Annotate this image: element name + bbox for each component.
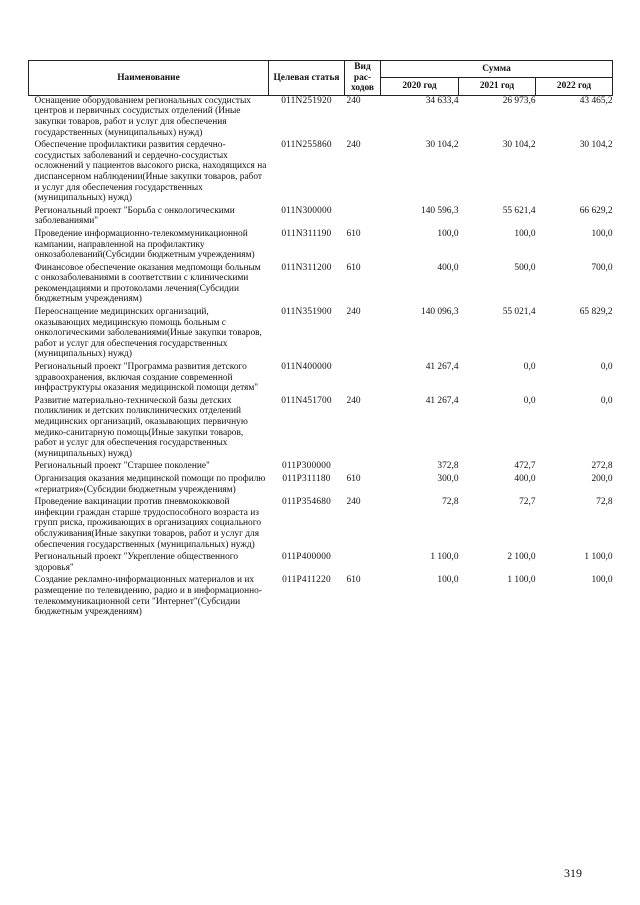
row-sum-2020: 34 633,4	[425, 95, 459, 106]
header-year-2020: 2020 год	[381, 78, 459, 95]
table-row	[29, 461, 613, 474]
row-name: Развитие материально-технической базы детских поликлиник и детских поликлинических отделений медицинских организаций, оказывающих первичную медико-санитарную помощь(Иные закупки товаров, работ и услуг для обеспечения государственных (муниципальных) нужд)	[34, 395, 248, 459]
table-row	[29, 95, 613, 140]
row-sum-2022: 65 829,2	[579, 307, 613, 318]
row-expense-type	[345, 552, 381, 575]
row-code: 011N351900	[281, 307, 332, 318]
row-sum-2022: 1 100,0	[584, 552, 613, 563]
table-row	[29, 263, 613, 307]
row-sum-2022: 100,0	[591, 228, 613, 239]
row-name: Переоснащение медицинских организаций, оказывающих медицинскую помощь больным с онкологическими заболеваниями(Иные закупки товаров, работ и услуг для обеспечения государственных (муниципальных) нужд)	[34, 307, 262, 360]
row-name: Обеспечение профилактики развития сердечно-сосудистых заболеваний и сердечно-сосудистых осложнений у пациентов высокого риска, находящихся на диспансерном наблюдении(Иные закупки товаров, работ и услуг для обеспечения государственных (муниципальных) нужд)	[34, 140, 267, 204]
row-sum-2020: 41 267,4	[425, 395, 459, 406]
row-code: 011N300000	[281, 205, 332, 216]
row-code: 011N451700	[281, 395, 332, 406]
row-sum-2020: 140 096,3	[421, 307, 459, 318]
row-expense-type: 240	[346, 95, 361, 106]
row-sum-2021: 2 100,0	[507, 552, 536, 563]
header-year-2021: 2021 год	[459, 78, 536, 95]
row-expense-type: 240	[346, 395, 361, 406]
table-row	[29, 140, 613, 206]
header-name: Наименование	[29, 61, 269, 96]
row-expense-type: 240	[346, 140, 361, 151]
row-sum-2021: 472,7	[514, 461, 536, 472]
row-code: 011N311200	[281, 262, 332, 273]
row-sum-2022: 700,0	[591, 262, 613, 273]
row-sum-2020: 100,0	[437, 575, 459, 586]
row-name: Оснащение оборудованием региональных сосудистых центров и первичных сосудистых отделений (Иные закупки товаров, работ и услуг для обеспечения государственных (муниципальных) нужд)	[34, 95, 251, 138]
row-sum-2022: 100,0	[591, 575, 613, 586]
row-sum-2020: 72,8	[442, 497, 459, 508]
row-sum-2022: 30 104,2	[579, 140, 613, 151]
row-expense-type	[345, 206, 381, 229]
row-name: Региональный проект "Программа развития детского здравоохранения, включая создание современной инфраструктуры оказания медицинской помощи детям"	[34, 362, 259, 394]
row-sum-2020: 30 104,2	[425, 140, 459, 151]
header-expense-type: Вид рас-ходов	[345, 61, 381, 96]
table-row	[29, 307, 613, 362]
row-expense-type: 610	[346, 575, 361, 586]
row-sum-2021: 55 621,4	[502, 205, 536, 216]
row-name: Проведение информационно-телекоммуникационной кампании, направленной на профилактику онкозаболеваний(Субсидии бюджетным учреждениям)	[34, 228, 255, 261]
row-expense-type: 240	[346, 497, 361, 508]
row-sum-2022: 200,0	[591, 473, 613, 484]
row-expense-type	[345, 461, 381, 474]
row-name: Региональный проект "Укрепление общественного здоровья"	[34, 552, 239, 573]
row-code: 011N255860	[281, 140, 332, 151]
row-code: 011N311190	[281, 228, 332, 239]
row-sum-2020: 400,0	[437, 262, 459, 273]
row-sum-2020: 1 100,0	[430, 552, 459, 563]
row-sum-2021: 30 104,2	[502, 140, 536, 151]
row-sum-2021: 1 100,0	[507, 575, 536, 586]
table-row	[29, 396, 613, 462]
table-row	[29, 229, 613, 263]
row-sum-2022: 66 629,2	[579, 205, 613, 216]
header-sum: Сумма	[381, 61, 613, 78]
row-sum-2020: 100,0	[437, 228, 459, 239]
row-sum-2021: 26 973,6	[502, 95, 536, 106]
row-expense-type	[345, 362, 381, 396]
header-year-2022: 2022 год	[536, 78, 613, 95]
row-name: Финансовое обеспечение оказания медпомощи больным с онкозаболеваниями в соответствии с клиническими рекомендациями и протоколами лечения(Субсидии бюджетным учреждениям)	[34, 262, 261, 305]
row-code: 011P354680	[281, 497, 332, 508]
table-row	[29, 575, 613, 619]
row-sum-2021: 400,0	[514, 473, 536, 484]
row-sum-2021: 0,0	[523, 362, 536, 373]
row-sum-2020: 372,8	[437, 461, 459, 472]
row-name: Проведение вакцинации против пневмококковой инфекции граждан старше трудоспособного возраста из групп риска, проживающих в организациях социального обслуживания(Иные закупки товаров, работ и услуг для обеспечения государственных (муниципальных) нужд)	[34, 497, 262, 550]
table-row	[29, 552, 613, 575]
row-code: 011P400000	[281, 552, 332, 563]
table-row	[29, 497, 613, 552]
row-expense-type: 610	[346, 473, 361, 484]
row-sum-2022: 43 465,2	[579, 95, 613, 106]
row-sum-2022: 272,8	[591, 461, 613, 472]
row-expense-type: 240	[346, 307, 361, 318]
row-sum-2020: 41 267,4	[425, 362, 459, 373]
row-sum-2021: 500,0	[514, 262, 536, 273]
table-body	[29, 95, 613, 619]
row-sum-2020: 140 596,3	[421, 205, 459, 216]
row-code: 011N251920	[281, 95, 332, 106]
header-target-article: Целевая статья	[269, 61, 345, 96]
table-row	[29, 474, 613, 497]
row-sum-2021: 100,0	[514, 228, 536, 239]
row-sum-2021: 72,7	[519, 497, 536, 508]
page-number: 319	[564, 866, 582, 880]
row-name: Организация оказания медицинской помощи по профилю «гериатрия»(Субсидии бюджетным учреждениям)	[34, 473, 266, 495]
row-sum-2021: 55 021,4	[502, 307, 536, 318]
budget-table	[28, 60, 613, 620]
row-name: Создание рекламно-информационных материалов и их размещение по телевидению, радио и в информационно-телекоммуникационной сети "Интернет"(Субсидии бюджетным учреждениям)	[34, 575, 262, 618]
row-code: 011N400000	[281, 362, 332, 373]
table-row	[29, 206, 613, 229]
row-sum-2021: 0,0	[523, 395, 536, 406]
row-name: Региональный проект "Борьба с онкологическими заболеваниями"	[34, 205, 235, 227]
table-row	[29, 362, 613, 396]
table-header	[29, 61, 613, 96]
row-expense-type: 610	[346, 262, 361, 273]
row-name: Региональный проект "Старшее поколение"	[34, 461, 210, 472]
row-code: 011P300000	[281, 461, 332, 472]
row-code: 011P311180	[282, 473, 331, 484]
row-sum-2022: 0,0	[600, 362, 613, 373]
row-sum-2020: 300,0	[437, 473, 459, 484]
row-sum-2022: 0,0	[600, 395, 613, 406]
document-page	[28, 60, 612, 620]
row-sum-2022: 72,8	[596, 497, 613, 508]
row-expense-type: 610	[346, 228, 361, 239]
row-code: 011P411220	[282, 575, 331, 586]
